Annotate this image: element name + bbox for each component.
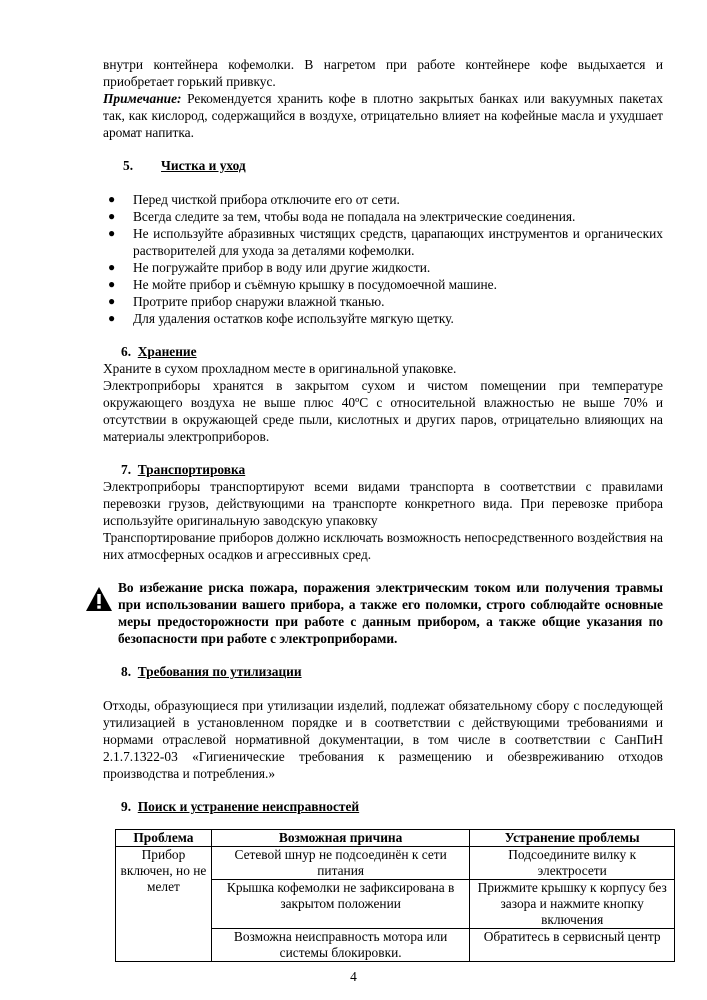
safety-warning (103, 579, 663, 647)
disposal-paragraph: Отходы, образующиеся при утилизации изделий, подлежат обязательному сбору с последующей утилизацией в установленном порядке и в соответствии с действующими требованиями и нормами отраслевой нормативной документации, в том числе в соответствии с СанПиН 2.1.7.1322-03 «Гигиенические требования к размещению и обезвреживанию отходов производства и потребления.» (103, 698, 663, 781)
table-cell-fix: Обратитесь в сервисный центр (470, 929, 675, 962)
page-content (103, 56, 667, 962)
list-item: ● Протрите прибор снаружи влажной тканью. (108, 294, 385, 309)
section-7-heading (121, 461, 663, 478)
section-8-number: 8. (121, 664, 132, 679)
table-header: Проблема (116, 830, 212, 847)
table-cell-cause: Возможна неисправность мотора или системы блокировки. (211, 929, 469, 962)
table-header-row (116, 830, 675, 847)
table-row (116, 847, 675, 880)
section-6-heading (121, 343, 663, 360)
section-9-title: Поиск и устранение неисправностей (137, 799, 360, 814)
list-item: ● Не мойте прибор и съёмную крышку в посудомоечной машине. (108, 277, 497, 292)
section-7-number: 7. (121, 462, 132, 477)
note-text: Рекомендуется хранить кофе в плотно закрытых банках или вакуумных пакетах так, как кислород, содержащийся в воздухе, отрицательно влияет на кофейные масла и ухудшает аромат напитка. (103, 91, 663, 140)
table-header: Возможная причина (211, 830, 469, 847)
storage-paragraph-1: Храните в сухом прохладном месте в оригинальной упаковке. (103, 361, 457, 376)
section-8-title: Требования по утилизации (137, 664, 302, 679)
section-5-number: 5. (123, 158, 134, 173)
list-item: ● Не используйте абразивных чистящих средств, царапающих инструментов и органических растворителей для ухода за деталями кофемолки. (108, 226, 663, 258)
section-6-title: Хранение (137, 344, 197, 359)
table-cell-fix: Прижмите крышку к корпусу без зазора и нажмите кнопку включения (470, 880, 675, 929)
list-item: ● Для удаления остатков кофе используйте мягкую щетку. (108, 311, 454, 326)
section-5-title: Чистка и уход (161, 158, 246, 173)
list-item: ● Всегда следите за тем, чтобы вода не попадала на электрические соединения. (108, 209, 576, 224)
cleaning-list (103, 191, 663, 327)
troubleshooting-table (115, 829, 675, 962)
table-cell-cause: Крышка кофемолки не зафиксирована в закрытом положении (211, 880, 469, 929)
section-6-number: 6. (121, 344, 132, 359)
storage-paragraph-2: Электроприборы хранятся в закрытом сухом и чистом помещении при температуре окружающего воздуха не выше плюс 40ºС с относительной влажностью не выше 70% и отсутствии в окружающей среде пыли, кислотных и других паров, отрицательно влияющих на материалы электроприборов. (103, 378, 663, 444)
table-header: Устранение проблемы (470, 830, 675, 847)
section-7-title: Транспортировка (137, 462, 246, 477)
section-9-number: 9. (121, 799, 132, 814)
section-5-heading (123, 157, 663, 174)
section-8-heading (121, 663, 663, 680)
note-paragraph (103, 90, 663, 141)
table-cell-cause: Сетевой шнур не подсоединён к сети питания (211, 847, 469, 880)
list-item: ● Перед чисткой прибора отключите его от сети. (108, 192, 400, 207)
warning-text: Во избежание риска пожара, поражения электрическим током или получения травмы при использовании вашего прибора, а также его поломки, строго соблюдайте основные меры предосторожности при работе с данным прибором, а также общие указания по безопасности при работе с электроприборами. (118, 580, 663, 646)
transport-paragraph-2: Транспортирование приборов должно исключать возможность непосредственного воздействия на них атмосферных осадков и агрессивных сред. (103, 530, 663, 562)
transport-paragraph-1: Электроприборы транспортируют всеми видами транспорта в соответствии с правилами перевозки грузов, действующими на транспорте конкретного вида. При перевозке прибора используйте оригинальную заводскую упаковку (103, 479, 663, 528)
intro-paragraph: внутри контейнера кофемолки. В нагретом при работе контейнере кофе выдыхается и приобретает горький привкус. (103, 57, 663, 89)
warning-triangle-icon (85, 586, 113, 612)
section-9-heading (121, 798, 663, 815)
table-cell-problem: Прибор включен, но не мелет (116, 847, 212, 962)
table-cell-fix: Подсоедините вилку к электросети (470, 847, 675, 880)
list-item: ● Не погружайте прибор в воду или другие жидкости. (108, 260, 431, 275)
note-label: Примечание: (103, 91, 182, 106)
page-number: 4 (350, 969, 357, 984)
